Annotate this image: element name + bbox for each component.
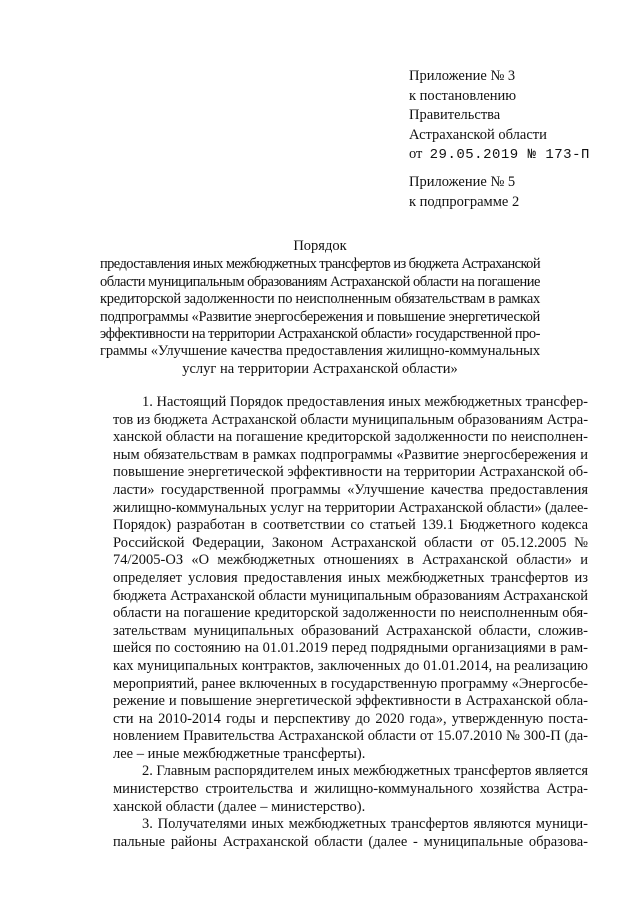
appendix-main-resolution: к постановлению: [409, 87, 517, 104]
body-line: 2. Главным распорядителем иных межбюджетных трансфертов является: [142, 763, 589, 780]
paragraph-1: [113, 394, 588, 763]
appendix-main-government: Правительства: [409, 107, 501, 123]
body-line: Порядок) разработан в соответствии со статьей 139.1 Бюджетного кодекса: [113, 517, 588, 534]
body-line: шейся по состоянию на 01.01.2019 перед подрядными организациями в рам-: [113, 640, 588, 657]
paragraph-2: [113, 763, 588, 816]
appendix-sub-number: Приложение № 5: [409, 174, 516, 190]
body-line: определяет условия предоставления иных межбюджетных трансфертов из: [113, 569, 588, 586]
title-line: эффективности на территории Астраханской области» государственной про-: [100, 326, 541, 343]
body-line: области на погашение кредиторской задолженности по неисполненным обя-: [113, 605, 588, 622]
body-line: жилищно-коммунальных услуг на территории Астраханской области» (далее-: [113, 499, 589, 516]
title-line: предоставления иных межбюджетных трансфертов из бюджета Астраханской: [100, 256, 540, 273]
title-line: области муниципальным образованиям Астраханской области на погашение: [100, 273, 540, 290]
body-line: зательствам муниципальных образований Астраханской области, сложив-: [113, 622, 588, 639]
body-line: тов из бюджета Астраханской области муниципальным образованиям Астра-: [113, 411, 589, 428]
body-line: ханской области (далее – министерство).: [113, 798, 366, 815]
appendix-main-date-prefix: от: [409, 146, 423, 162]
appendix-main-header: [409, 67, 590, 166]
body-line: лее – иные межбюджетные трансферты).: [113, 745, 366, 762]
paragraph-3: [113, 816, 588, 851]
title-line: кредиторской задолженности по неисполненным обязательствам в рамках: [100, 291, 540, 308]
appendix-main-date-line: [409, 145, 590, 166]
body-line: пальные районы Астраханской области (далее - муниципальные образова-: [113, 833, 588, 850]
title-line: граммы «Улучшение качества предоставления жилищно-коммунальных: [100, 343, 540, 360]
body-line: ным обязательствам в рамках подпрограммы «Развитие энергосбережения и: [113, 446, 588, 463]
body-line: ках муниципальных контрактов, заключенных до 01.01.2014, на реализацию: [113, 657, 588, 674]
title-line: подпрограммы «Развитие энергосбережения и повышение энергетической: [100, 308, 540, 325]
appendix-main-region: Астраханской области: [409, 126, 547, 143]
body-line: бюджета Астраханской области муниципальным образованиям Астраханской: [113, 587, 588, 604]
body-line: повышение энергетической эффективности на территории Астраханской об-: [113, 464, 588, 481]
body-line: ханской области на погашение кредиторской задолженности по неисполнен-: [113, 429, 588, 446]
appendix-sub-header: [409, 173, 519, 212]
appendix-main-number: Приложение № 3: [409, 68, 516, 84]
body-line: 3. Получателями иных межбюджетных трансфертов являются муници-: [142, 816, 588, 833]
body-line: министерство строительства и жилищно-коммунального хозяйства Астра-: [113, 781, 588, 798]
body-line: 1. Настоящий Порядок предоставления иных межбюджетных трансфер-: [142, 394, 588, 410]
body-line: 74/2005-ОЗ «О межбюджетных отношениях в Астраханской области» и: [113, 552, 588, 569]
body-line: ласти» государственной программы «Улучшение качества предоставления: [113, 481, 588, 498]
title-heading: Порядок: [293, 238, 347, 254]
body-line: новлением Правительства Астраханской области от 15.07.2010 № 300-П (да-: [113, 728, 588, 745]
document-body: [113, 394, 588, 851]
title-line: услуг на территории Астраханской области»: [182, 360, 458, 377]
document-title: [100, 238, 540, 378]
body-line: мероприятий, ранее включенных в государственную программу «Энергосбе-: [113, 675, 588, 692]
appendix-sub-subprogram: к подпрограмме 2: [409, 193, 520, 210]
body-line: сти на 2010-2014 годы и перспективу до 2020 года», утвержденную поста-: [113, 710, 588, 727]
body-line: Российской Федерации, Законом Астраханской области от 05.12.2005 №: [113, 534, 588, 551]
body-line: режение и повышение энергетической эффективности в Астраханской обла-: [113, 693, 588, 710]
appendix-main-date-stamp: 29.05.2019 № 173-П: [429, 147, 590, 163]
